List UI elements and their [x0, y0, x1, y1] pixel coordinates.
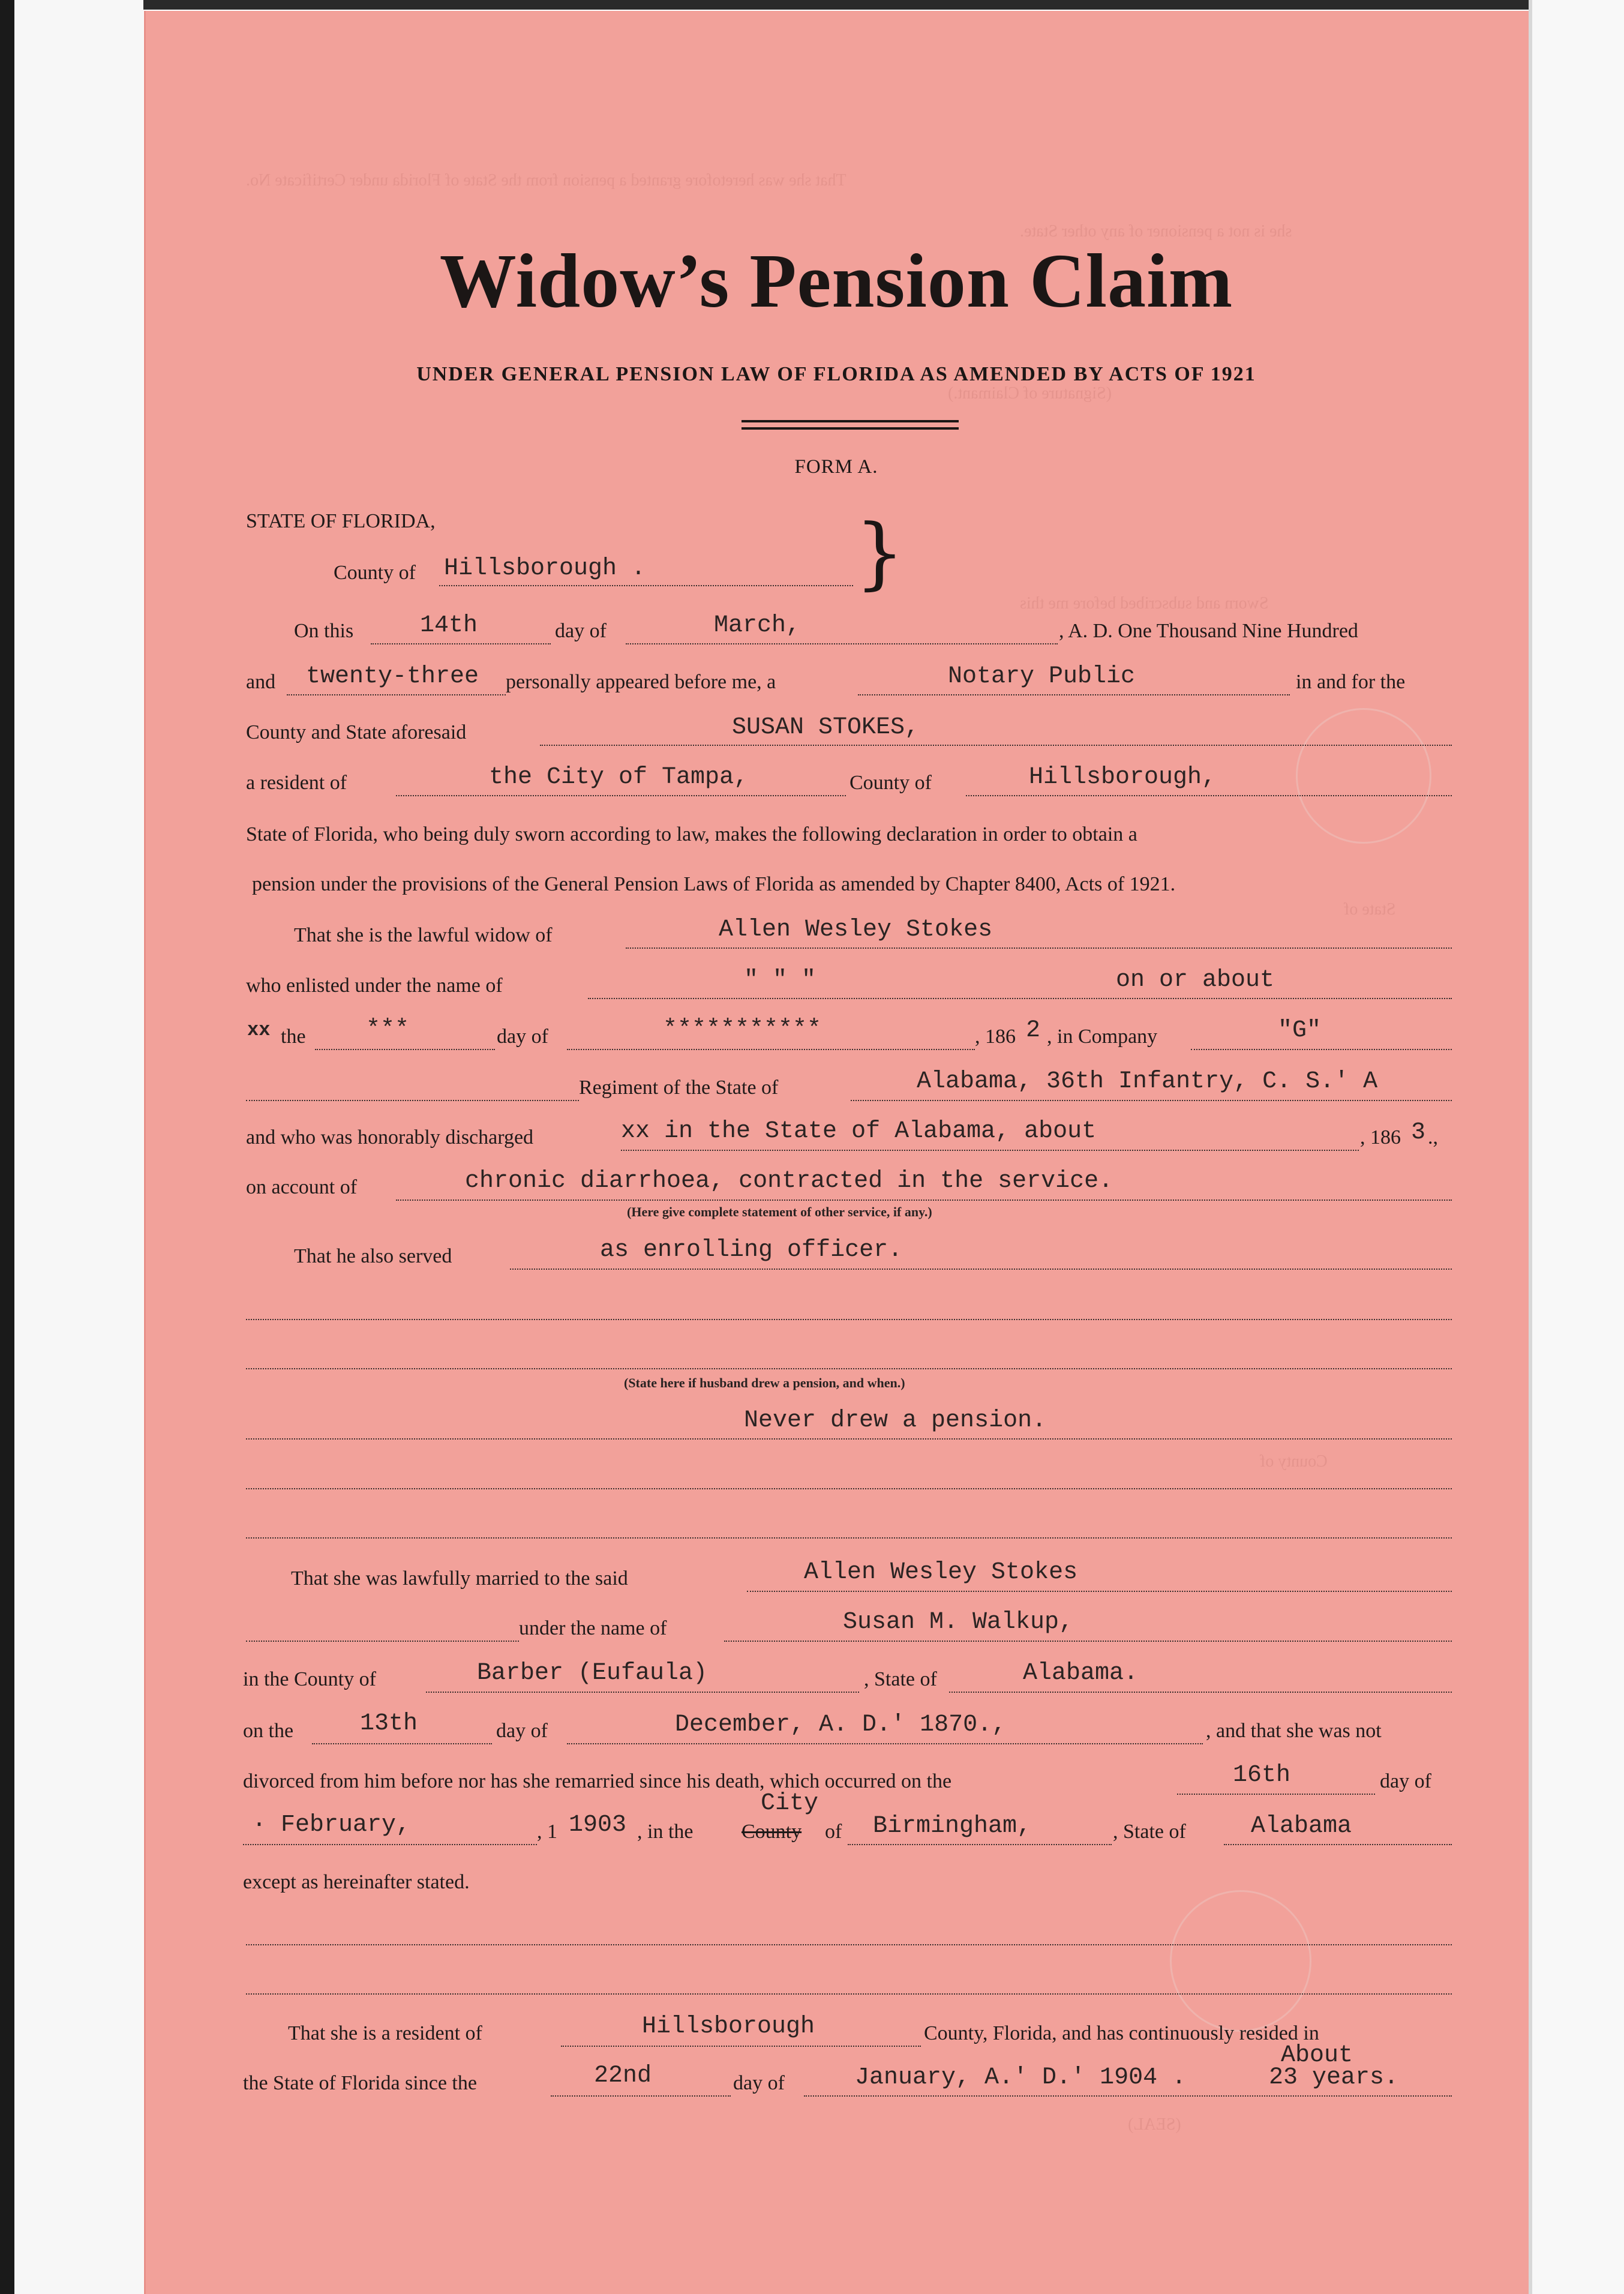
- field-line: [246, 1488, 1452, 1489]
- field-line: [246, 1641, 519, 1642]
- state-label: STATE OF FLORIDA,: [246, 510, 436, 532]
- except-hereinafter-text: except as hereinafter stated.: [243, 1871, 470, 1893]
- field-line: [246, 1537, 1452, 1539]
- field-line: [724, 1641, 1452, 1642]
- label-state-of: , State of: [864, 1668, 937, 1690]
- field-line: [567, 1049, 975, 1050]
- day-field-value: 14th: [420, 612, 478, 639]
- bleed-through-seal: [1170, 1890, 1311, 2032]
- field-line: [626, 947, 1452, 949]
- pension-provisions-text: pension under the provisions of the General Pension Laws of Florida as amended by Chapter 8400, Acts of 1921.: [252, 873, 1176, 895]
- residence-county-field-value: Hillsborough,: [1029, 764, 1217, 791]
- label-county-florida-resided: County, Florida, and has continuously resided in: [924, 2022, 1319, 2044]
- city-inserted-value: City: [761, 1790, 819, 1817]
- bleed-through-text: (Signature of Claimant.): [948, 384, 1112, 403]
- field-line: [246, 1368, 1452, 1369]
- label-state-of: , State of: [1113, 1821, 1186, 1843]
- label-day-of: day of: [733, 2072, 785, 2094]
- pension-form-paper: [144, 11, 1530, 2294]
- label-lawful-widow-of: That she is the lawful widow of: [294, 924, 553, 946]
- about-inserted-value: About: [1281, 2042, 1353, 2069]
- venue-brace: }: [855, 507, 905, 598]
- since-date-field-value: January, A.' D.' 1904 .: [855, 2064, 1187, 2091]
- field-line: [371, 643, 551, 644]
- field-line: [246, 1993, 1452, 1995]
- label-year-186: , 186: [975, 1025, 1016, 1048]
- resident-county-field-value: Hillsborough: [642, 2013, 815, 2040]
- bleed-through-text: she is not a pensioner of any other State.: [1020, 222, 1292, 241]
- field-line: [540, 745, 1452, 746]
- title-rule: [742, 420, 959, 422]
- label-day-of: day of: [555, 620, 607, 642]
- bleed-through-text: That she was heretofore granted a pension from the State of Florida under Certificate No.: [246, 171, 846, 190]
- field-line: [621, 1150, 1359, 1151]
- label-in-the: , in the: [637, 1821, 694, 1843]
- label-the: the: [281, 1025, 306, 1048]
- field-line: [747, 1591, 1452, 1592]
- label-regiment-of-state: Regiment of the State of: [579, 1076, 779, 1099]
- scan-border-left: [0, 0, 14, 2294]
- field-line: [510, 1269, 1452, 1270]
- also-served-field-value: as enrolling officer.: [600, 1237, 903, 1264]
- label-in-company: , in Company: [1047, 1025, 1158, 1048]
- field-line: [851, 1100, 1452, 1101]
- discharge-place-field-value: xx in the State of Alabama, about: [621, 1118, 1097, 1145]
- label-enlisted-under-name: who enlisted under the name of: [246, 974, 503, 997]
- years-field-value: 23 years.: [1269, 2064, 1399, 2091]
- county-field-value: Hillsborough .: [444, 555, 646, 582]
- field-line: [561, 2046, 921, 2047]
- field-line: [804, 2095, 1452, 2097]
- enlisted-name-ditto-value: " " ": [744, 967, 816, 994]
- label-lawfully-married: That she was lawfully married to the said: [291, 1567, 628, 1590]
- marriage-county-field-value: Barber (Eufaula): [477, 1660, 708, 1687]
- label-resident-of: a resident of: [246, 772, 347, 794]
- field-line: [1224, 1844, 1452, 1845]
- field-line: [1177, 1794, 1375, 1795]
- on-or-about-value: on or about: [1116, 967, 1275, 994]
- label-not-divorced: , and that she was not: [1206, 1720, 1382, 1742]
- residence-field-value: the City of Tampa,: [489, 764, 749, 791]
- field-line: [246, 1319, 1452, 1320]
- scan-border-top: [0, 0, 1624, 10]
- label-in-the-county-of: in the County of: [243, 1668, 376, 1690]
- label-on-account-of: on account of: [246, 1176, 358, 1198]
- field-line: [287, 694, 506, 695]
- bleed-through-text: (SEAL): [1128, 2115, 1181, 2134]
- bleed-through-text: County of: [1260, 1452, 1328, 1471]
- bleed-through-text: Sworn and subscribed before me this: [1020, 594, 1269, 613]
- field-line: [858, 694, 1290, 695]
- label-discharge-year-suffix: .,: [1428, 1126, 1438, 1149]
- field-line: [848, 1844, 1112, 1845]
- label-day-of: day of: [496, 1720, 548, 1742]
- field-line: [312, 1743, 492, 1744]
- field-line: [626, 643, 1058, 644]
- bleed-through-text: State of: [1344, 900, 1396, 919]
- claimant-field-value: SUSAN STOKES,: [732, 714, 920, 741]
- year-field-value: twenty-three: [306, 663, 479, 690]
- husband-pension-field-value: Never drew a pension.: [744, 1407, 1047, 1434]
- label-resident-of: That she is a resident of: [288, 2022, 482, 2044]
- enlist-day-field-value: ***: [366, 1016, 410, 1043]
- label-ad-one-thousand: , A. D. One Thousand Nine Hundred: [1059, 620, 1358, 642]
- label-county-of: County of: [849, 772, 932, 794]
- field-line: [426, 1692, 859, 1693]
- scan-margin-right: [1529, 0, 1624, 2294]
- form-label: FORM A.: [794, 456, 878, 478]
- label-florida-since-the: the State of Florida since the: [243, 2072, 477, 2094]
- label-county-state-aforesaid: County and State aforesaid: [246, 721, 467, 743]
- since-day-field-value: 22nd: [594, 2062, 652, 2089]
- struck-county-label: County: [742, 1821, 802, 1843]
- company-field-value: "G": [1278, 1017, 1322, 1044]
- marriage-state-field-value: Alabama.: [1023, 1660, 1139, 1687]
- label-on-the: on the: [243, 1720, 294, 1742]
- field-line: [246, 1944, 1452, 1945]
- marriage-day-field-value: 13th: [360, 1710, 418, 1737]
- label-of: of: [825, 1821, 842, 1843]
- label-day-of: day of: [497, 1025, 548, 1048]
- divorced-statement-text: divorced from him before nor has she remarried since his death, which occurred on the: [243, 1770, 952, 1792]
- husband-pension-instruction: (State here if husband drew a pension, and when.): [624, 1375, 905, 1390]
- paper-right-edge: [1529, 0, 1532, 2294]
- label-in-and-for: in and for the: [1296, 671, 1406, 693]
- field-line: [966, 795, 1452, 796]
- death-place-field-value: Birmingham,: [873, 1813, 1032, 1840]
- label-he-also-served: That he also served: [294, 1245, 452, 1267]
- label-discharge-year-186: , 186: [1360, 1126, 1401, 1149]
- officer-field-value: Notary Public: [948, 663, 1136, 690]
- field-line: [551, 2095, 731, 2097]
- label-day-of: day of: [1380, 1770, 1431, 1792]
- field-line: [315, 1049, 495, 1050]
- struck-text: xx: [247, 1019, 271, 1041]
- regiment-field-value: Alabama, 36th Infantry, C. S.' A: [917, 1068, 1378, 1095]
- discharge-cause-field-value: chronic diarrhoea, contracted in the service.: [465, 1168, 1113, 1195]
- sworn-declaration-text: State of Florida, who being duly sworn according to law, makes the following declaration in order to obtain a: [246, 823, 1137, 845]
- field-line: [567, 1743, 1203, 1744]
- married-husband-field-value: Allen Wesley Stokes: [804, 1559, 1078, 1586]
- enlist-month-field-value: ***********: [663, 1016, 822, 1043]
- marriage-date-field-value: December, A. D.' 1870.,: [675, 1711, 1007, 1738]
- maiden-name-field-value: Susan M. Walkup,: [843, 1609, 1074, 1636]
- label-and: and: [246, 671, 276, 693]
- form-subtitle: UNDER GENERAL PENSION LAW OF FLORIDA AS AMENDED BY ACTS OF 1921: [416, 363, 1256, 385]
- label-year-prefix: , 1: [537, 1821, 557, 1843]
- field-line: [396, 795, 846, 796]
- scan-margin-left: [14, 0, 143, 2294]
- other-service-instruction: (Here give complete statement of other service, if any.): [627, 1204, 932, 1219]
- field-line: [246, 1100, 579, 1101]
- county-field-line: [439, 585, 853, 586]
- field-line: [396, 1200, 1452, 1201]
- death-day-field-value: 16th: [1233, 1762, 1291, 1789]
- title-rule: [742, 427, 959, 430]
- county-label: County of: [334, 562, 416, 584]
- label-under-the-name-of: under the name of: [519, 1617, 667, 1639]
- month-field-value: March,: [714, 612, 801, 639]
- death-state-field-value: Alabama: [1251, 1813, 1352, 1840]
- death-year-field-value: 1903: [569, 1812, 627, 1839]
- form-title: Widow’s Pension Claim: [439, 238, 1233, 323]
- field-line: [588, 998, 1452, 999]
- field-line: [243, 1844, 537, 1845]
- bleed-through-seal: [1296, 708, 1431, 844]
- label-personally-appeared: personally appeared before me, a: [506, 671, 776, 693]
- field-line: [949, 1692, 1452, 1693]
- enlist-year-digit-value: 2: [1026, 1017, 1041, 1044]
- husband-field-value: Allen Wesley Stokes: [719, 916, 993, 943]
- field-line: [1191, 1049, 1452, 1050]
- discharge-year-digit-value: 3: [1411, 1119, 1426, 1146]
- label-honorably-discharged: and who was honorably discharged: [246, 1126, 534, 1149]
- label-on-this: On this: [294, 620, 354, 642]
- field-line: [246, 1438, 1452, 1440]
- death-month-field-value: · February,: [252, 1812, 411, 1839]
